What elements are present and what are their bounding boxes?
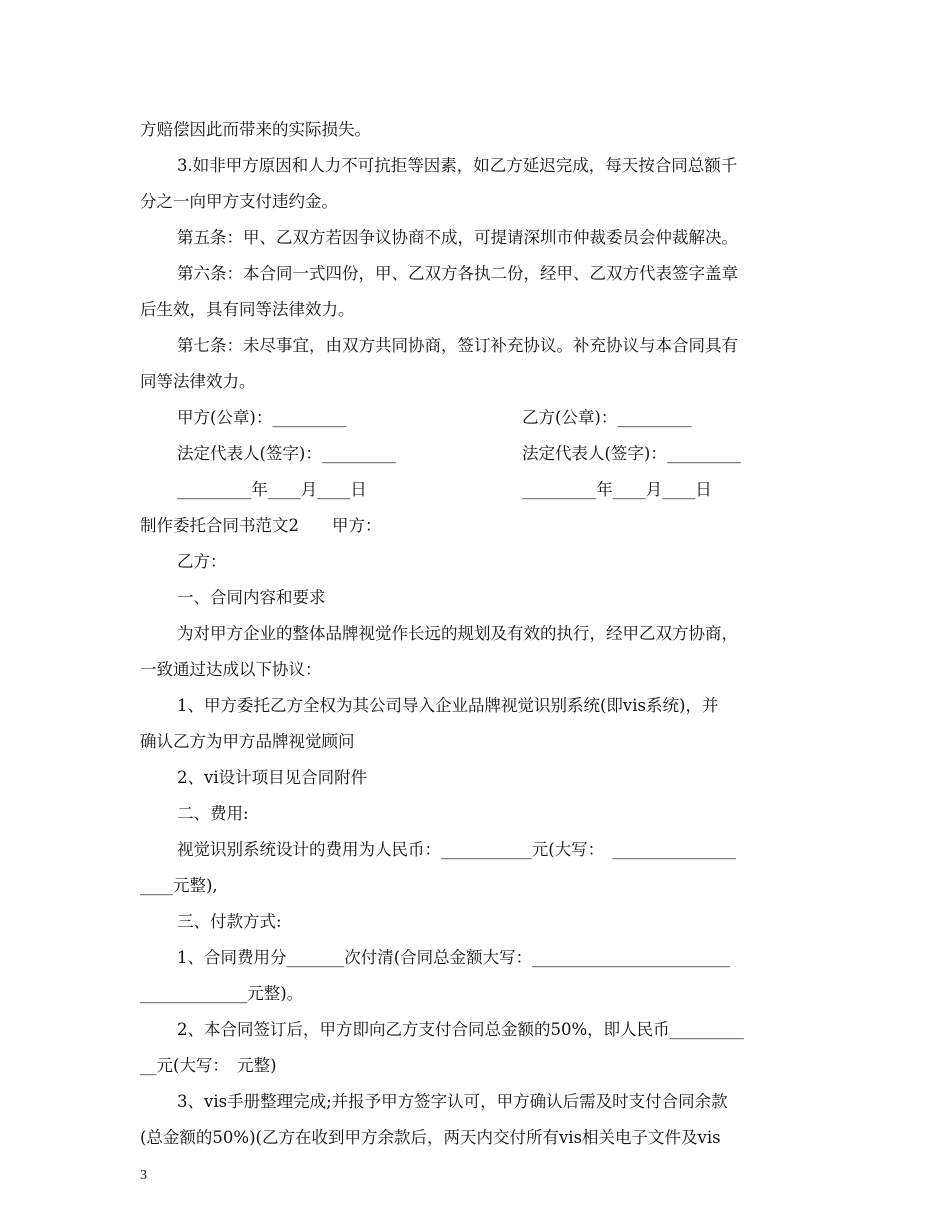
page-number: 3 — [140, 1168, 147, 1183]
text-line: 确认乙方为甲方品牌视觉顾问 — [140, 732, 355, 751]
party-b-date-field: _________年____月____日 — [522, 480, 712, 499]
text-line: 第七条：未尽事宜，由双方共同协商，签订补充协议。补充协议与本合同具有 — [177, 336, 738, 355]
text-line: 乙方： — [177, 552, 227, 571]
text-line: 为对甲方企业的整体品牌视觉作长远的规划及有效的执行，经甲乙双方协商， — [177, 624, 738, 643]
text-line: 第五条：甲、乙双方若因争议协商不成，可提请深圳市仲裁委员会仲裁解决。 — [177, 228, 738, 247]
heading: 三、付款方式: — [177, 912, 282, 931]
party-b-representative-field: 法定代表人(签字)：_________ — [522, 444, 742, 463]
party-a-representative-field: 法定代表人(签字)：_________ — [177, 444, 397, 463]
party-b-seal-field: 乙方(公章)：_________ — [522, 408, 692, 427]
party-a-date-field: _________年____月____日 — [177, 480, 367, 499]
text-line: _____________元整)。 — [140, 984, 304, 1003]
text-line: 分之一向甲方支付违约金。 — [140, 192, 338, 211]
text-line: ____元整), — [140, 876, 218, 895]
text-line: 同等法律效力。 — [140, 372, 256, 391]
text-line: __元(大写： 元整) — [140, 1056, 277, 1075]
party-a-seal-field: 甲方(公章)：_________ — [177, 408, 347, 427]
section-title: 制作委托合同书范文2 甲方： — [140, 516, 382, 535]
heading: 二、费用: — [177, 804, 249, 823]
text-line: 3.如非甲方原因和人力不可抗拒等因素，如乙方延迟完成，每天按合同总额千 — [177, 156, 738, 175]
text-line: 1、甲方委托乙方全权为其公司导入企业品牌视觉识别系统(即vis系统)，并 — [177, 696, 719, 715]
text-line: 3、vis手册整理完成;并报予甲方签字认可，甲方确认后需及时支付合同余款 — [177, 1092, 728, 1111]
text-line: 1、合同费用分_______次付清(合同总金额大写：________________________ — [177, 948, 731, 967]
text-line: 视觉识别系统设计的费用为人民币：___________元(大写： _______________ — [177, 840, 737, 859]
text-line: 一致通过达成以下协议： — [140, 660, 322, 679]
text-line: 2、vi设计项目见合同附件 — [177, 768, 368, 787]
text-line: 方赔偿因此而带来的实际损失。 — [140, 120, 371, 139]
heading: 一、合同内容和要求 — [177, 588, 326, 607]
text-line: 第六条：本合同一式四份，甲、乙双方各执二份，经甲、乙双方代表签字盖章 — [177, 264, 738, 283]
text-line: (总金额的50%)(乙方在收到甲方余款后，两天内交付所有vis相关电子文件及vis — [140, 1128, 721, 1147]
text-line: 后生效，具有同等法律效力。 — [140, 300, 355, 319]
text-line: 2、本合同签订后，甲方即向乙方支付合同总金额的50%，即人民币_________ — [177, 1020, 744, 1039]
